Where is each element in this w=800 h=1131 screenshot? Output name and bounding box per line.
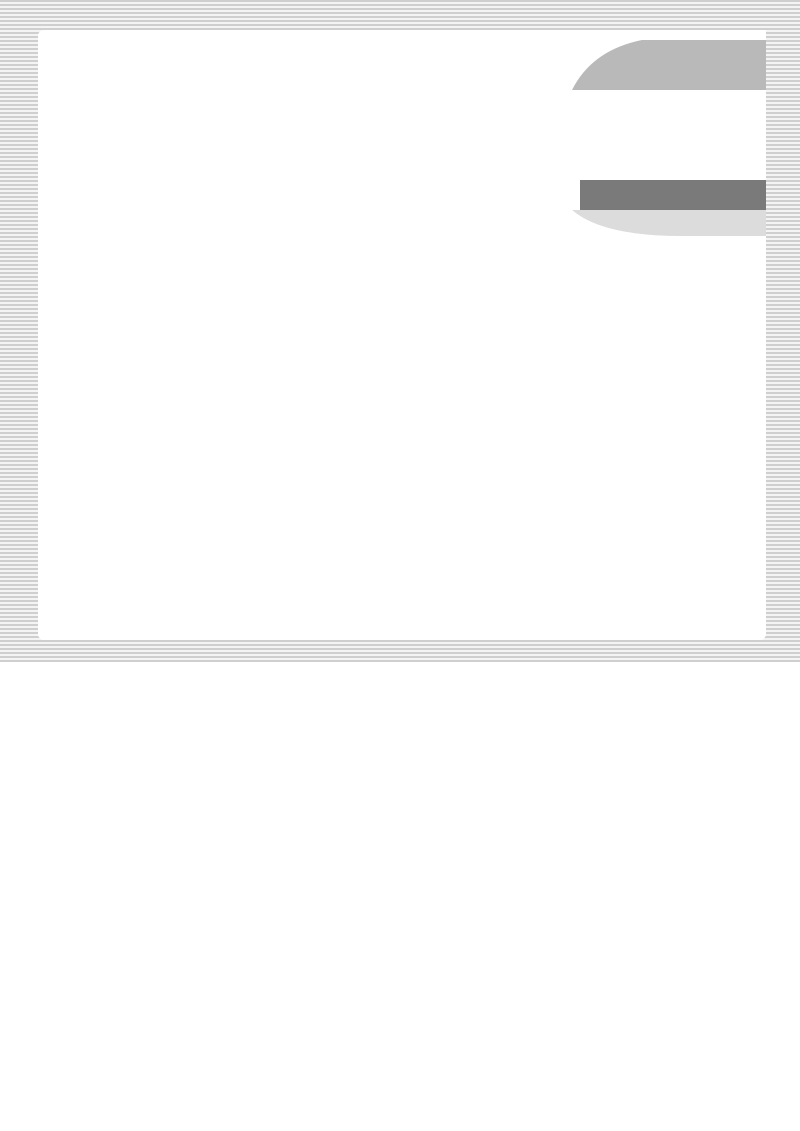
column-header: [562, 30, 766, 236]
header-graphic: [562, 30, 766, 236]
